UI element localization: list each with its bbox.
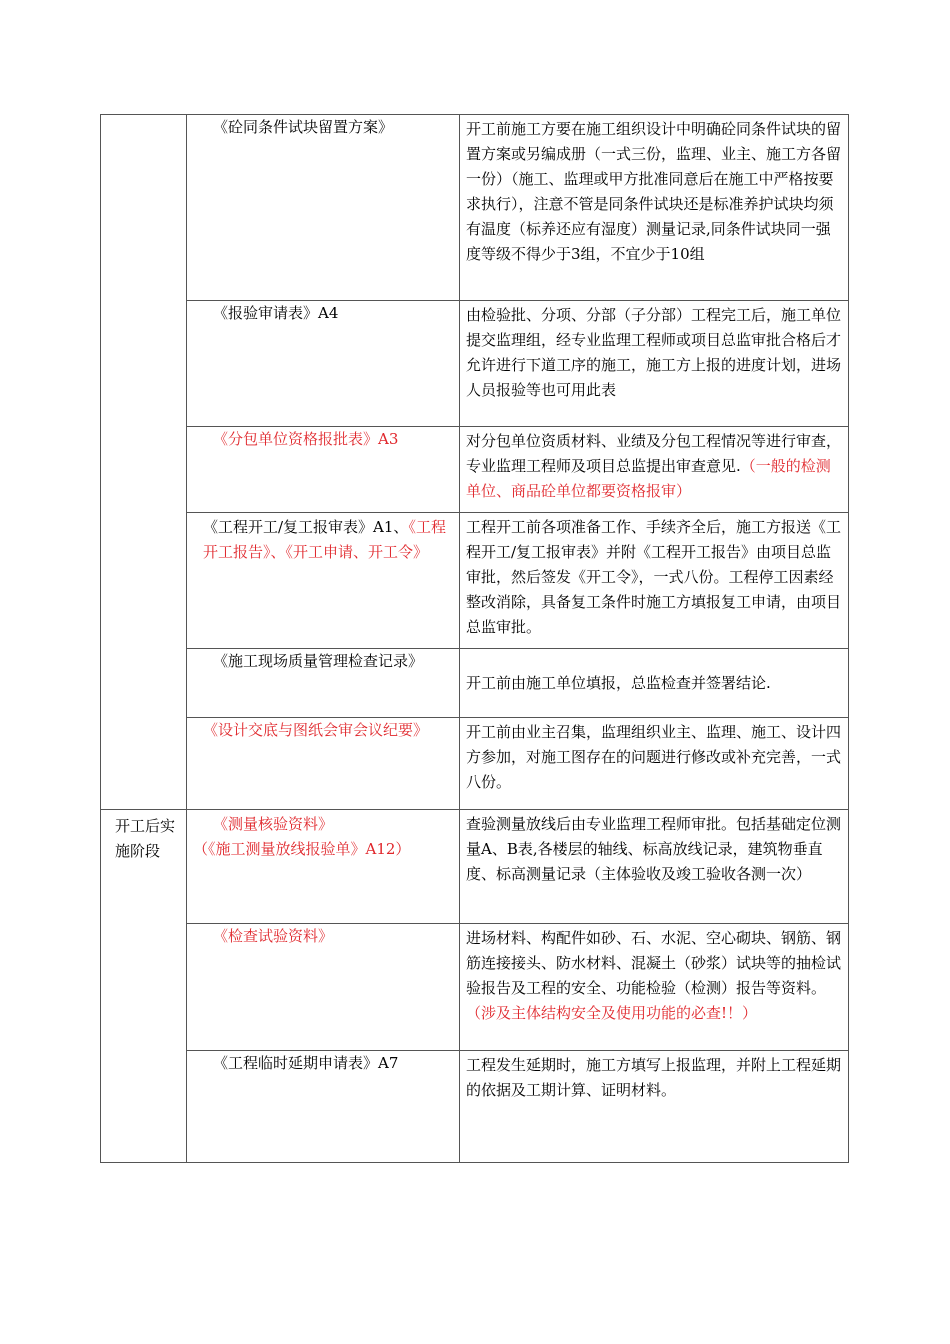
desc-text: 工程发生延期时，施工方填写上报监理，并附上工程延期的依据及工期计算、证明材料。 xyxy=(466,1056,842,1099)
desc-text: 查验测量放线后由专业监理工程师审批。包括基础定位测量A、B表,各楼层的轴线、标高放线记录，建筑物垂直度、标高测量记录（主体验收及竣工验收各测一次） xyxy=(466,815,842,883)
desc-text: 开工前由施工单位填报，总监检查并签署结论. xyxy=(466,673,771,692)
desc-text-note: （一般的检测单位、商品砼单位都要资格报审） xyxy=(466,457,831,500)
desc-text-main: 进场材料、构配件如砂、石、水泥、空心砌块、钢筋、钢筋连接接头、防水材料、混凝土（砂浆）试块等的抽检试验报告及工程的安全、功能检验（检测）报告等资料。 xyxy=(466,929,842,997)
doc-name-cell xyxy=(187,513,460,649)
doc-name: 《测量核验资料》 xyxy=(213,815,334,833)
desc-text xyxy=(460,427,848,509)
doc-name: 《工程临时延期申请表》A7 xyxy=(213,1054,399,1072)
desc-cell xyxy=(460,649,849,718)
doc-name-cell xyxy=(187,649,460,718)
table-row xyxy=(101,427,849,513)
table-row xyxy=(101,301,849,427)
desc-text: 开工前由业主召集，监理组织业主、监理、施工、设计四方参加，对施工图存在的问题进行修改或补充完善，一式八份。 xyxy=(466,723,842,791)
doc-name: 《分包单位资格报批表》A3 xyxy=(213,430,399,448)
stage-cell-before xyxy=(101,115,187,810)
table-row xyxy=(101,924,849,1051)
stage-cell-after xyxy=(101,810,187,1163)
desc-text: 开工前施工方要在施工组织设计中明确砼同条件试块的留置方案或另编成册（一式三份，监理、业主、施工方各留一份）（施工、监理或甲方批准同意后在施工中严格按要求执行），注意不管是同条件试块还是标准养护试块均须有温度（标养还应有湿度）测量记录,同条件试块同一强度等级不得少于3组，不宜少于10组 xyxy=(466,120,842,263)
desc-cell xyxy=(460,810,849,924)
doc-name-cell xyxy=(187,718,460,810)
table-row xyxy=(101,649,849,718)
desc-cell xyxy=(460,718,849,810)
stage-label: 开工后实施阶段 xyxy=(115,817,176,860)
doc-name: 《报验审请表》A4 xyxy=(213,304,339,322)
desc-cell xyxy=(460,513,849,649)
desc-cell xyxy=(460,427,849,513)
supervision-documents-table xyxy=(100,114,849,1163)
doc-name-main: 《工程开工/复工报审表》A1、 xyxy=(203,518,409,536)
doc-name: 《砼同条件试块留置方案》 xyxy=(213,118,394,136)
doc-name xyxy=(187,513,459,565)
doc-name-cell xyxy=(187,115,460,301)
table-row xyxy=(101,810,849,924)
desc-cell xyxy=(460,1051,849,1163)
desc-cell xyxy=(460,115,849,301)
desc-cell xyxy=(460,924,849,1051)
desc-text xyxy=(460,924,848,1026)
table-row xyxy=(101,513,849,649)
desc-text: 由检验批、分项、分部（子分部）工程完工后，施工单位提交监理组，经专业监理工程师或项目总监审批合格后才允许进行下道工序的施工，施工方上报的进度计划，进场人员报验等也可用此表 xyxy=(466,306,842,399)
doc-name: 《施工现场质量管理检查记录》 xyxy=(213,652,424,670)
doc-name-cell xyxy=(187,301,460,427)
doc-name-cell xyxy=(187,427,460,513)
desc-text-main: 对分包单位资质材料、业绩及分包工程情况等进行审查，专业监理工程师及项目总监提出审查意见. xyxy=(466,432,842,475)
doc-name: 《设计交底与图纸会审会议纪要》 xyxy=(203,721,429,739)
doc-name: 《检查试验资料》 xyxy=(213,927,334,945)
desc-text: 工程开工前各项准备工作、手续齐全后，施工方报送《工程开工/复工报审表》并附《工程开工报告》由项目总监审批，然后签发《开工令》，一式八份。工程停工因素经整改消除，具备复工条件时施工方填报复工申请，由项目总监审批。 xyxy=(466,518,842,636)
doc-name-cell xyxy=(187,810,460,924)
doc-name-cell xyxy=(187,1051,460,1163)
table-row xyxy=(101,718,849,810)
desc-text-note: （涉及主体结构安全及使用功能的必查!！） xyxy=(466,1004,758,1022)
desc-cell xyxy=(460,301,849,427)
doc-name-cell xyxy=(187,924,460,1051)
table-row xyxy=(101,115,849,301)
doc-name-sub: （《施工测量放线报验单》A12） xyxy=(193,840,411,858)
table-row xyxy=(101,1051,849,1163)
doc-name-extra: 《工程开工报告》、《开工申请、开工令》 xyxy=(203,518,446,561)
